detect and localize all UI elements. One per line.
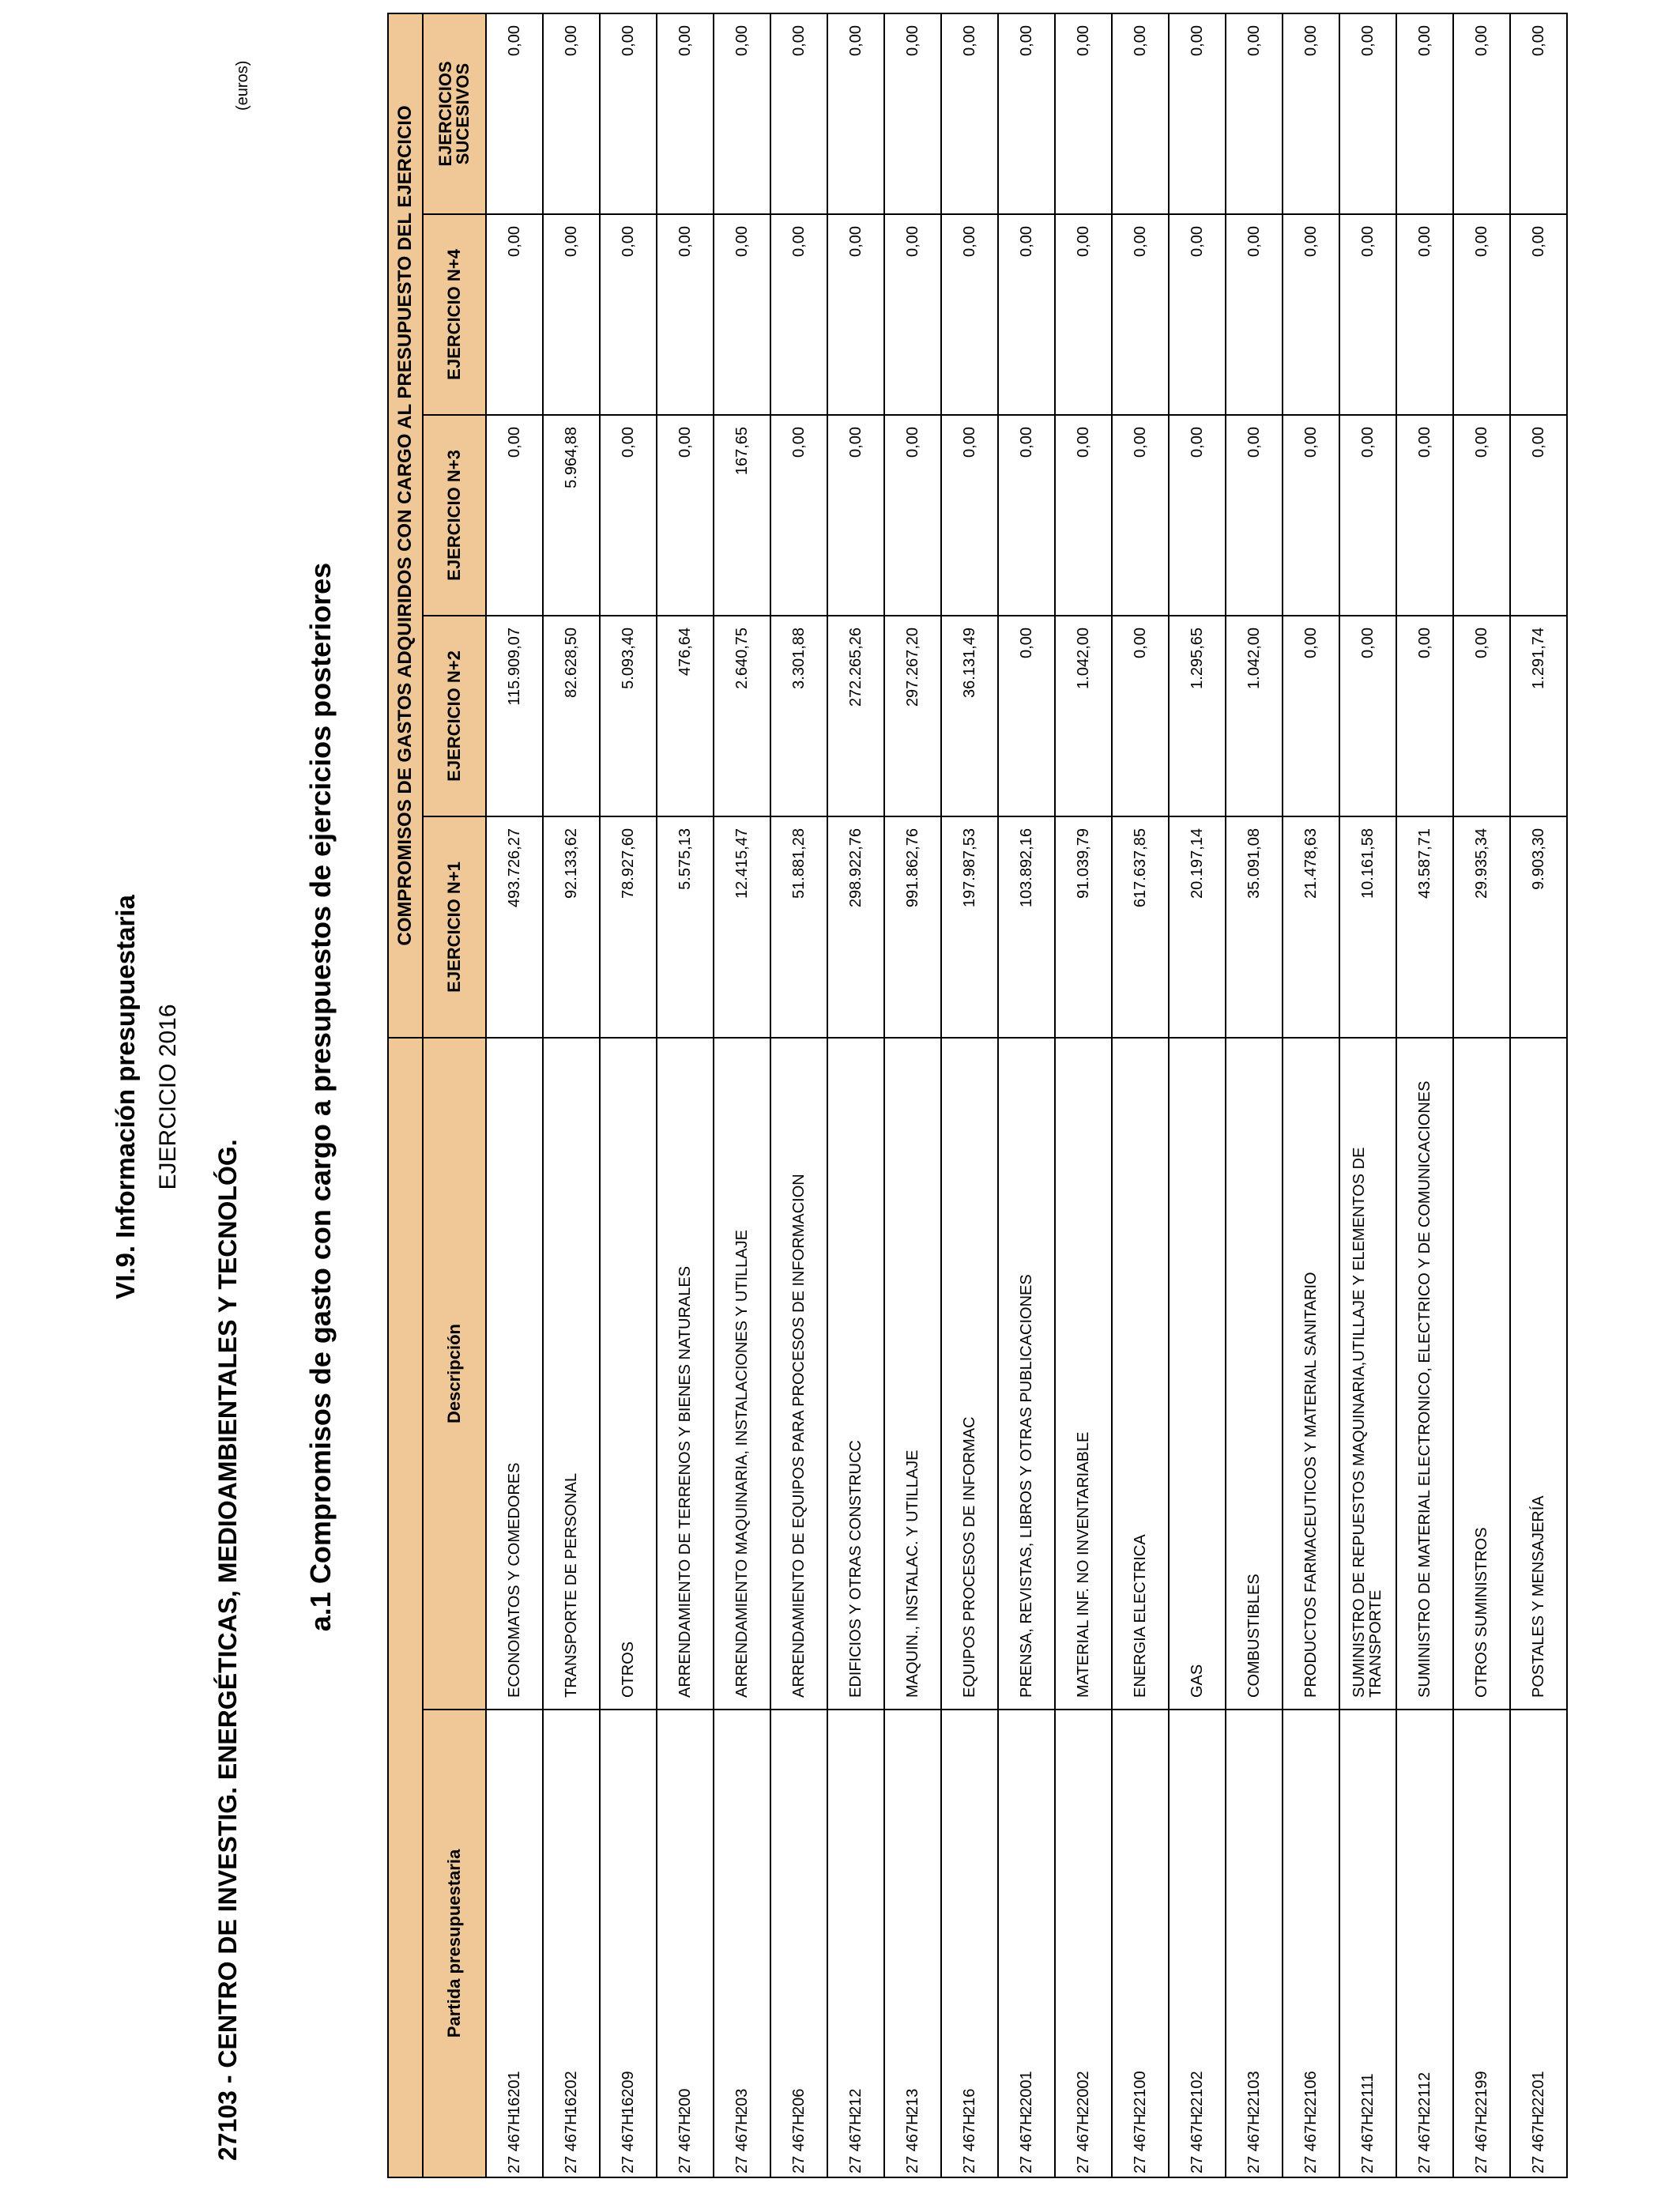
- header-blank: [388, 1038, 423, 2177]
- program-code: 27 467H: [1245, 2113, 1263, 2173]
- description-cell: EQUIPOS PROCESOS DE INFORMAC: [941, 1038, 998, 1710]
- table-row: [543, 13, 600, 2177]
- amount-n2: 0,00: [1339, 616, 1396, 816]
- concept-code: 22102: [1188, 2071, 1206, 2115]
- amount-sucesivos: 0,00: [1396, 13, 1453, 214]
- description-cell: ECONOMATOS Y COMEDORES: [486, 1038, 543, 1710]
- amount-n1: 78.927,60: [600, 816, 657, 1038]
- concept-code: 16209: [619, 2071, 637, 2115]
- amount-sucesivos: 0,00: [941, 13, 998, 214]
- amount-n4: 0,00: [770, 214, 827, 415]
- amount-n2: 3.301,88: [770, 616, 827, 816]
- partida-cell: [1283, 1710, 1339, 2177]
- amount-n2: 1.042,00: [1055, 616, 1112, 816]
- amount-n3: 5.964,88: [543, 415, 600, 616]
- amount-n2: 5.093,40: [600, 616, 657, 816]
- concept-code: 200: [676, 2088, 694, 2115]
- description-cell: MAQUIN., INSTALAC. Y UTILLAJE: [884, 1038, 941, 1710]
- description-cell: POSTALES Y MENSAJERÍA: [1510, 1038, 1567, 1710]
- table-row: [1396, 13, 1453, 2177]
- amount-n1: 91.039,79: [1055, 816, 1112, 1038]
- amount-n1: 493.726,27: [486, 816, 543, 1038]
- col-header-sucesivos: EJERCICIOS SUCESIVOS: [423, 13, 486, 214]
- partida-cell: [657, 1710, 714, 2177]
- table-row: [1169, 13, 1226, 2177]
- amount-sucesivos: 0,00: [827, 13, 884, 214]
- amount-sucesivos: 0,00: [543, 13, 600, 214]
- partida-cell: [1055, 1710, 1112, 2177]
- amount-n3: 0,00: [827, 415, 884, 616]
- col-header-n2: EJERCICIO N+2: [423, 616, 486, 816]
- concept-code: 22106: [1301, 2071, 1320, 2115]
- amount-n1: 92.133,62: [543, 816, 600, 1038]
- amount-n2: 115.909,07: [486, 616, 543, 816]
- table-row: [486, 13, 543, 2177]
- table-row: [1453, 13, 1510, 2177]
- table-row: [714, 13, 770, 2177]
- program-code: 27 467H: [1074, 2113, 1092, 2173]
- amount-n4: 0,00: [714, 214, 770, 415]
- partida-cell: [1453, 1710, 1510, 2177]
- amount-n4: 0,00: [1283, 214, 1339, 415]
- table-row: [998, 13, 1055, 2177]
- amount-n1: 10.161,58: [1339, 816, 1396, 1038]
- amount-n4: 0,00: [1169, 214, 1226, 415]
- partida-cell: [770, 1710, 827, 2177]
- amount-n1: 5.575,13: [657, 816, 714, 1038]
- program-code: 27 467H: [1415, 2113, 1433, 2173]
- program-code: 27 467H: [505, 2113, 523, 2173]
- amount-n4: 0,00: [1339, 214, 1396, 415]
- amount-sucesivos: 0,00: [657, 13, 714, 214]
- col-header-n1: EJERCICIO N+1: [423, 816, 486, 1038]
- amount-n3: 0,00: [1396, 415, 1453, 616]
- description-cell: ENERGIA ELECTRICA: [1112, 1038, 1169, 1710]
- amount-n3: 0,00: [884, 415, 941, 616]
- description-cell: EDIFICIOS Y OTRAS CONSTRUCC: [827, 1038, 884, 1710]
- amount-n4: 0,00: [1112, 214, 1169, 415]
- amount-n3: 0,00: [941, 415, 998, 616]
- concept-code: 22199: [1472, 2071, 1490, 2115]
- program-code: 27 467H: [846, 2113, 864, 2173]
- partida-cell: [1112, 1710, 1169, 2177]
- amount-n2: 1.291,74: [1510, 616, 1567, 816]
- amount-n3: 0,00: [1339, 415, 1396, 616]
- amount-n2: 2.640,75: [714, 616, 770, 816]
- description-cell: COMBUSTIBLES: [1226, 1038, 1283, 1710]
- amount-n4: 0,00: [1510, 214, 1567, 415]
- amount-n2: 1.042,00: [1226, 616, 1283, 816]
- concept-code: 22112: [1415, 2071, 1433, 2115]
- amount-sucesivos: 0,00: [1339, 13, 1396, 214]
- description-cell: SUMINISTRO DE REPUESTOS MAQUINARIA,UTILLAJE Y ELEMENTOS DE TRANSPORTE: [1339, 1038, 1396, 1710]
- amount-sucesivos: 0,00: [1226, 13, 1283, 214]
- amount-sucesivos: 0,00: [1169, 13, 1226, 214]
- table-row: [600, 13, 657, 2177]
- concept-code: 213: [903, 2088, 921, 2115]
- concept-code: 22001: [1017, 2071, 1035, 2115]
- table-row: [941, 13, 998, 2177]
- amount-n4: 0,00: [827, 214, 884, 415]
- partida-cell: [1396, 1710, 1453, 2177]
- program-code: 27 467H: [960, 2113, 978, 2173]
- concept-code: 22103: [1245, 2071, 1263, 2115]
- commitments-table: [387, 13, 1568, 2178]
- amount-n2: 82.628,50: [543, 616, 600, 816]
- table-row: [884, 13, 941, 2177]
- partida-cell: [884, 1710, 941, 2177]
- amount-sucesivos: 0,00: [486, 13, 543, 214]
- amount-n3: 0,00: [770, 415, 827, 616]
- currency-unit: (euros): [234, 60, 251, 111]
- amount-n4: 0,00: [1055, 214, 1112, 415]
- amount-n1: 21.478,63: [1283, 816, 1339, 1038]
- partida-cell: [1226, 1710, 1283, 2177]
- amount-n3: 0,00: [600, 415, 657, 616]
- amount-sucesivos: 0,00: [884, 13, 941, 214]
- partida-cell: [714, 1710, 770, 2177]
- table-row: [1112, 13, 1169, 2177]
- amount-n1: 103.892,16: [998, 816, 1055, 1038]
- col-header-descripcion: Descripción: [423, 1038, 486, 1710]
- organism-name: 27103 - CENTRO DE INVESTIG. ENERGÉTICAS, MEDIOAMBIENTALES Y TECNOLÓG.: [213, 1139, 242, 2161]
- amount-n1: 9.903,30: [1510, 816, 1567, 1038]
- program-code: 27 467H: [1529, 2113, 1547, 2173]
- amount-n1: 197.987,53: [941, 816, 998, 1038]
- amount-n2: 272.265,26: [827, 616, 884, 816]
- table-row: [770, 13, 827, 2177]
- description-cell: TRANSPORTE DE PERSONAL: [543, 1038, 600, 1710]
- partida-cell: [600, 1710, 657, 2177]
- amount-n3: 0,00: [1283, 415, 1339, 616]
- amount-n3: 0,00: [657, 415, 714, 616]
- amount-n3: 0,00: [1112, 415, 1169, 616]
- amount-sucesivos: 0,00: [1055, 13, 1112, 214]
- section-title: a.1 Compromisos de gasto con cargo a presupuestos de ejercicios posteriores: [304, 562, 337, 1632]
- table-row: [1510, 13, 1567, 2177]
- amount-sucesivos: 0,00: [998, 13, 1055, 214]
- partida-cell: [1339, 1710, 1396, 2177]
- table-body: [486, 13, 1567, 2177]
- amount-n2: 476,64: [657, 616, 714, 816]
- amount-n2: 0,00: [998, 616, 1055, 816]
- concept-code: 22100: [1131, 2071, 1149, 2115]
- concept-code: 16202: [562, 2071, 580, 2115]
- partida-cell: [543, 1710, 600, 2177]
- amount-n3: 0,00: [1226, 415, 1283, 616]
- amount-sucesivos: 0,00: [1510, 13, 1567, 214]
- amount-n1: 20.197,14: [1169, 816, 1226, 1038]
- amount-n1: 991.862,76: [884, 816, 941, 1038]
- partida-cell: [941, 1710, 998, 2177]
- amount-n4: 0,00: [998, 214, 1055, 415]
- amount-n4: 0,00: [1453, 214, 1510, 415]
- col-header-n4: EJERCICIO N+4: [423, 214, 486, 415]
- amount-n4: 0,00: [600, 214, 657, 415]
- amount-n1: 29.935,34: [1453, 816, 1510, 1038]
- amount-n2: 297.267,20: [884, 616, 941, 816]
- amount-n2: 0,00: [1283, 616, 1339, 816]
- amount-n4: 0,00: [884, 214, 941, 415]
- description-cell: SUMINISTRO DE MATERIAL ELECTRONICO, ELECTRICO Y DE COMUNICACIONES: [1396, 1038, 1453, 1710]
- partida-cell: [1510, 1710, 1567, 2177]
- amount-n1: 617.637,85: [1112, 816, 1169, 1038]
- program-code: 27 467H: [1131, 2113, 1149, 2173]
- concept-code: 212: [846, 2088, 864, 2115]
- description-cell: ARRENDAMIENTO MAQUINARIA, INSTALACIONES Y UTILLAJE: [714, 1038, 770, 1710]
- col-header-partida: Partida presupuestaria: [423, 1710, 486, 2177]
- description-cell: PRENSA, REVISTAS, LIBROS Y OTRAS PUBLICACIONES: [998, 1038, 1055, 1710]
- table-row: [657, 13, 714, 2177]
- program-code: 27 467H: [1188, 2113, 1206, 2173]
- amount-n3: 0,00: [1510, 415, 1567, 616]
- description-cell: ARRENDAMIENTO DE TERRENOS Y BIENES NATURALES: [657, 1038, 714, 1710]
- amount-n4: 0,00: [657, 214, 714, 415]
- description-cell: ARRENDAMIENTO DE EQUIPOS PARA PROCESOS DE INFORMACION: [770, 1038, 827, 1710]
- amount-n4: 0,00: [1396, 214, 1453, 415]
- document-title: VI.9. Información presupuestaria: [111, 895, 140, 1299]
- amount-n1: 298.922,76: [827, 816, 884, 1038]
- amount-n4: 0,00: [486, 214, 543, 415]
- amount-n4: 0,00: [1226, 214, 1283, 415]
- amount-n3: 0,00: [486, 415, 543, 616]
- amount-n2: 0,00: [1453, 616, 1510, 816]
- concept-code: 16201: [505, 2071, 523, 2115]
- description-cell: MATERIAL INF. NO INVENTARIABLE: [1055, 1038, 1112, 1710]
- amount-n4: 0,00: [543, 214, 600, 415]
- program-code: 27 467H: [903, 2113, 921, 2173]
- concept-code: 22111: [1358, 2073, 1377, 2115]
- amount-n1: 43.587,71: [1396, 816, 1453, 1038]
- concept-code: 22201: [1529, 2071, 1547, 2115]
- concept-code: 22002: [1074, 2071, 1092, 2115]
- amount-sucesivos: 0,00: [1112, 13, 1169, 214]
- col-header-n3: EJERCICIO N+3: [423, 415, 486, 616]
- amount-n2: 0,00: [1112, 616, 1169, 816]
- program-code: 27 467H: [1358, 2113, 1377, 2173]
- fiscal-year: EJERCICIO 2016: [155, 1004, 181, 1190]
- partida-cell: [486, 1710, 543, 2177]
- concept-code: 206: [789, 2088, 808, 2115]
- amount-n2: 36.131,49: [941, 616, 998, 816]
- partida-cell: [998, 1710, 1055, 2177]
- table-row: [827, 13, 884, 2177]
- program-code: 27 467H: [789, 2113, 808, 2173]
- concept-code: 216: [960, 2088, 978, 2115]
- amount-n1: 51.881,28: [770, 816, 827, 1038]
- program-code: 27 467H: [562, 2113, 580, 2173]
- description-cell: GAS: [1169, 1038, 1226, 1710]
- amount-n3: 0,00: [1055, 415, 1112, 616]
- amount-sucesivos: 0,00: [1283, 13, 1339, 214]
- amount-n3: 167,65: [714, 415, 770, 616]
- table-row: [1055, 13, 1112, 2177]
- amount-n1: 12.415,47: [714, 816, 770, 1038]
- program-code: 27 467H: [619, 2113, 637, 2173]
- program-code: 27 467H: [1017, 2113, 1035, 2173]
- description-cell: OTROS SUMINISTROS: [1453, 1038, 1510, 1710]
- amount-n3: 0,00: [1169, 415, 1226, 616]
- table-row: [1226, 13, 1283, 2177]
- table-row: [1283, 13, 1339, 2177]
- table-row: [1339, 13, 1396, 2177]
- amount-n4: 0,00: [941, 214, 998, 415]
- amount-sucesivos: 0,00: [770, 13, 827, 214]
- amount-sucesivos: 0,00: [1453, 13, 1510, 214]
- amount-sucesivos: 0,00: [714, 13, 770, 214]
- amount-n2: 0,00: [1396, 616, 1453, 816]
- description-cell: OTROS: [600, 1038, 657, 1710]
- amount-n1: 35.091,08: [1226, 816, 1283, 1038]
- program-code: 27 467H: [676, 2113, 694, 2173]
- partida-cell: [827, 1710, 884, 2177]
- band-header: COMPROMISOS DE GASTOS ADQUIRIDOS CON CARGO AL PRESUPUESTO DEL EJERCICIO: [388, 13, 423, 1038]
- program-code: 27 467H: [1301, 2113, 1320, 2173]
- description-cell: PRODUCTOS FARMACEUTICOS Y MATERIAL SANITARIO: [1283, 1038, 1339, 1710]
- amount-n3: 0,00: [1453, 415, 1510, 616]
- amount-sucesivos: 0,00: [600, 13, 657, 214]
- amount-n3: 0,00: [998, 415, 1055, 616]
- program-code: 27 467H: [733, 2113, 751, 2173]
- concept-code: 203: [733, 2088, 751, 2115]
- partida-cell: [1169, 1710, 1226, 2177]
- amount-n2: 1.295,65: [1169, 616, 1226, 816]
- program-code: 27 467H: [1472, 2113, 1490, 2173]
